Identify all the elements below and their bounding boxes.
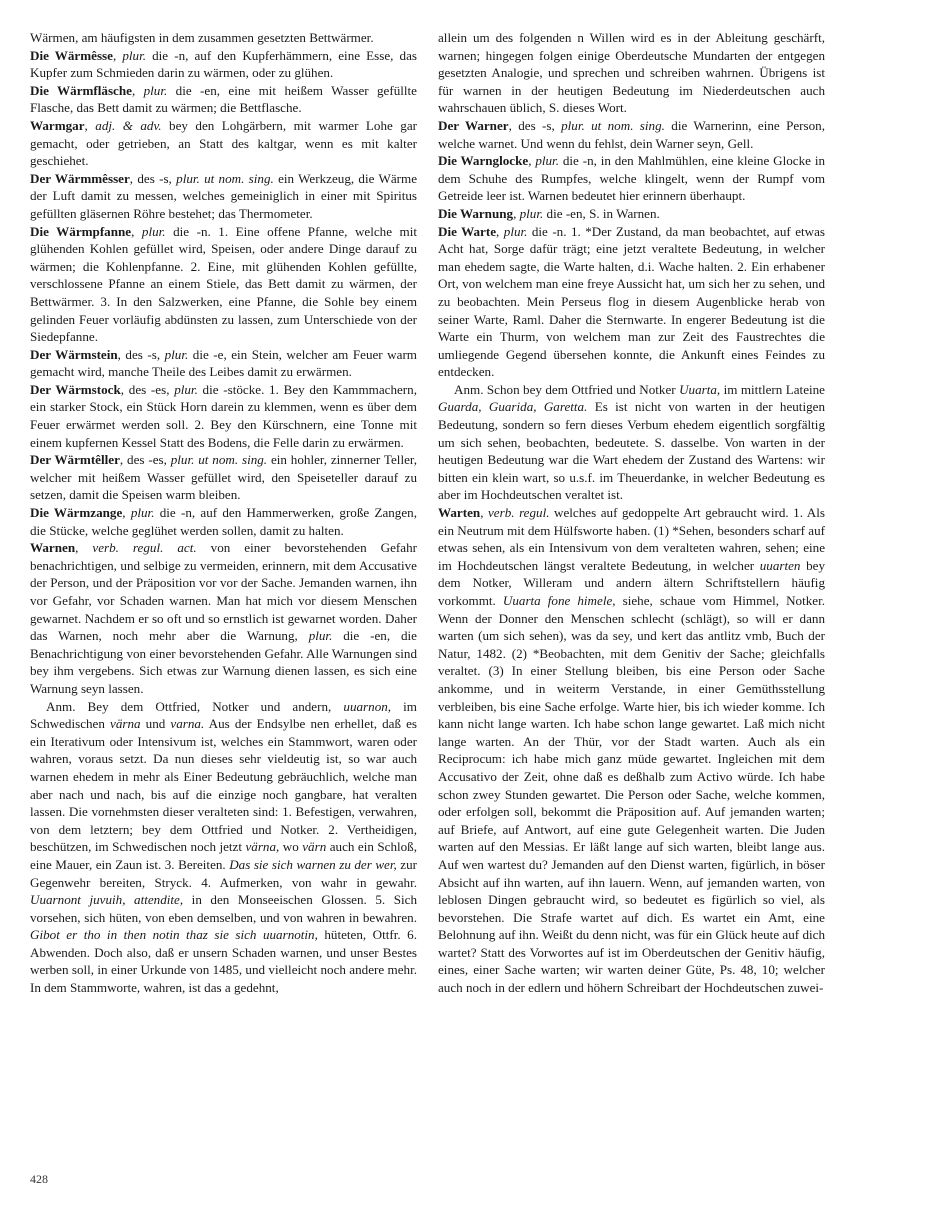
entry-text: welches auf gedoppelte Art gebraucht wird. 1. Als ein Neutrum mit dem Hülfsworte haben. (1) *Sehen, besonders scharf auf etwas sehen, als ein Intensivum von dem veralteten wahren, sehen; eine im Hochdeutschen längst veraltete Bedeutung, in welcher xyxy=(438,505,825,573)
grammar-note: uuarnon, xyxy=(343,698,392,714)
grammar-note: värna xyxy=(110,716,141,732)
entry-text: Aus der Endsylbe nen erhellet, daß es ein Iterativum oder Intensivum ist, welches ein Stammwort, waren oder wahren, voraus setzt. Da nun dieses sehr vieldeutig ist, so war auch warnen ehedem in mehr als Einer Bedeutung gebräuchlich, welche man aber nach und nach, bis auf die einzige noch gangbare, hat veralten lassen. Die vornehmsten dieser veralteten sind: 1. Befestigen, verwahren, von dem letztern; bey dem Ottfried und Notker. 2. Vertheidigen, beschützen, im Schwedischen noch jetzt xyxy=(30,716,418,855)
entry-text: , xyxy=(84,117,96,133)
entry-text: , xyxy=(528,153,536,169)
entry-text: die -en, eine mit heißem Wasser gefüllte Flasche, das Bett damit zu wärmen; die Bettflasche. xyxy=(30,82,417,116)
entry-headword: Die Warnung xyxy=(438,205,514,221)
dictionary-entry xyxy=(438,117,825,152)
grammar-note: Uuarta, xyxy=(679,381,721,397)
grammar-note: adj. & adv. xyxy=(95,117,162,133)
entry-text: die -n, auf den Hammerwerken, große Zangen, die Stücke, welche geglühet werden sollen, damit zu halten. xyxy=(30,505,417,538)
entry-headword: Die Wärmfläsche xyxy=(30,82,132,98)
entry-text: im Schwedischen xyxy=(30,698,417,732)
dictionary-entry xyxy=(438,205,825,223)
dictionary-entry xyxy=(30,698,417,997)
entry-headword: Der Wärmtêller xyxy=(30,452,120,468)
grammar-note: plur. xyxy=(122,47,146,63)
dictionary-entry xyxy=(30,170,417,223)
grammar-note: värn xyxy=(302,839,327,855)
grammar-note: Das sie sich warnen zu der wer, xyxy=(229,856,397,872)
entry-text: ein Werkzeug, die Wärme der Luft damit zu messen, welches gemeiniglich in einer mit Spiritus gefüllten gläsernen Röhre bestehet; das Thermometer. xyxy=(30,170,418,221)
entry-text: im mittlern Lateine xyxy=(720,381,825,397)
entry-text: die -e, ein Stein, welcher am Feuer warm gemacht wird, manche Theile des Leibes damit zu erwärmen. xyxy=(30,346,417,380)
entry-headword: Die Warte xyxy=(438,223,497,239)
dictionary-entry xyxy=(30,82,417,117)
entry-headword: Warten xyxy=(438,505,481,521)
entry-text: hüteten, Ottfr. 6. Abwenden. Doch also, daß er unsern Schaden warnen, und unser Bestes werben soll, in einer Urkunde von 1485, und vielleicht noch andere mehr. In dem Stammworte, wahren, ist das a gedehnt, xyxy=(30,927,417,996)
entry-text: Anm. Schon bey dem Ottfried und Notker xyxy=(454,381,680,397)
grammar-note: plur. xyxy=(308,628,333,644)
grammar-note: varna. xyxy=(170,716,205,732)
dictionary-entry xyxy=(30,29,417,47)
grammar-note: plur. xyxy=(130,505,155,521)
grammar-note: plur. xyxy=(535,153,559,169)
dictionary-entry xyxy=(30,381,417,451)
grammar-note: plur. xyxy=(519,205,544,221)
entry-text: , des -es, xyxy=(120,381,175,397)
dictionary-entry xyxy=(30,504,417,539)
page-number: 428 xyxy=(30,1172,48,1186)
entry-headword: Der Warner xyxy=(438,117,509,133)
dictionary-entry xyxy=(438,152,825,205)
dictionary-entry xyxy=(30,117,417,170)
entry-text: auch ein Schloß, eine Mauer, ein Zaun ist. 3. Bereiten. xyxy=(30,839,417,872)
grammar-note: plur. ut nom. sing. xyxy=(561,117,665,133)
dictionary-entry xyxy=(438,381,825,504)
entry-text: die -n, in den Mahlmühlen, eine kleine Glocke in dem Schuhe des Rumpfes, welche klingelt, wenn der Rumpf vom Getreide leer ist. Warnen bedeutet hier erinnern überhaupt. xyxy=(438,153,826,204)
entry-headword: Der Wärmstein xyxy=(30,346,118,362)
entry-text: bey dem Notker, Willeram und andern ältern Schriftstellern häufig vorkommt. xyxy=(438,557,825,608)
grammar-note: plur. ut nom. sing. xyxy=(170,452,268,468)
entry-headword: Die Warnglocke xyxy=(438,153,529,169)
entry-text: , xyxy=(131,82,144,98)
entry-text: in den Monseeischen Glossen. 5. Sich vorsehen, sich hüten, von eben demselben, und von wahren in bewahren. xyxy=(30,892,417,925)
entry-text: die -n, auf den Kupferhämmern, eine Esse, das Kupfer zum Schmieden darin zu wärmen, oder zu glühen. xyxy=(30,47,418,81)
entry-text: , xyxy=(480,505,488,521)
dictionary-entry xyxy=(30,539,417,697)
dictionary-entry xyxy=(438,504,825,997)
grammar-note: värna, xyxy=(245,839,280,855)
grammar-note: Uuarta fone himele, xyxy=(502,593,616,608)
entry-text: , des -s, xyxy=(117,346,165,362)
dictionary-entry xyxy=(30,346,417,381)
entry-headword: Die Wärmêsse xyxy=(30,47,113,63)
entry-headword: Warnen xyxy=(30,540,76,556)
grammar-note: Guarda, Guarida, Garetta. xyxy=(438,399,588,415)
right-column xyxy=(438,29,825,997)
entry-text: , xyxy=(496,223,504,239)
dictionary-entry xyxy=(30,223,417,346)
entry-text: , des -es, xyxy=(119,452,171,468)
left-column xyxy=(30,29,417,997)
grammar-note: plur. ut nom. sing. xyxy=(176,170,274,186)
dictionary-entry xyxy=(30,451,417,504)
entry-text: , des -s, xyxy=(129,170,177,186)
grammar-note: verb. regul. xyxy=(488,505,550,521)
entry-text: die -en, S. in Warnen. xyxy=(543,205,660,221)
entry-text: , des -s, xyxy=(508,117,562,133)
entry-text: die Warnerinn, eine Person, welche warnet. Und wenn du fehlst, dein Warner seyn, Gell. xyxy=(438,117,826,151)
entry-text: von einer bevorstehenden Gefahr benachrichtigen, und selbige zu vermeiden, erinnern, mit dem Accusative der Person, und der Präposition vor vor der Sache. Jemanden warnen, ihn vor Gefahr, vor Schaden warnen. Man hat mich vor diesem Menschen gewarnet. Nachdem er so oft und so ernstlich ist gewarnet worden. Daher das Warnen, noch mehr aber die Warnung, xyxy=(30,540,417,644)
entry-text: die -stöcke. 1. Bey den Kammmachern, ein starker Stock, ein Stück Horn darein zu klemmen, wenn es über dem Feuer erwärmet werden soll. 2. Bey den Kürschnern, eine Tonne mit einem kupfernen Kessel Statt des Bodens, die Felle darin zu erwärmen. xyxy=(30,381,417,450)
entry-text: , xyxy=(122,505,131,521)
entry-headword: Der Wärmstock xyxy=(30,381,121,397)
grammar-note: verb. regul. act. xyxy=(92,540,197,556)
grammar-note: Gibot er tho in then notin thaz sie sich uuarnotin, xyxy=(30,927,318,943)
grammar-note: plur. xyxy=(164,346,189,362)
grammar-note: plur. xyxy=(174,381,198,397)
entry-text: die -n. 1. Eine offene Pfanne, welche mit glühenden Kohlen gefüllet wird, Speisen, oder andere Dinge darauf zu wärmen; die Kohlenpfanne. 2. Eine, mit glühenden Kohlen gefüllte, verschlossene Pfanne an einem Stiele, das Bett damit zu wärmen, der Bettwärmer. 3. In den Salzwerken, eine Pfanne, die Sohle bey einem gelinden Feuer vorläufig abdünsten zu lassen, zum Unterschiede von der Siedepfanne. xyxy=(30,223,417,345)
grammar-note: plur. xyxy=(143,82,168,98)
dictionary-entry xyxy=(438,223,825,381)
entry-text: , xyxy=(513,205,520,221)
entry-text: zur Gegenwehr bereiten, Stryck. 4. Aufmerken, von wahr in gewahr. xyxy=(30,856,417,890)
entry-text: , xyxy=(131,223,142,239)
entry-headword: Die Wärmzange xyxy=(30,505,123,521)
entry-text: wo xyxy=(279,839,303,855)
entry-text: Es ist nicht von warten in der heutigen Bedeutung, sondern so fern dieses Verbum ehedem eigentlich sorgfältig um sich sehen, beobachten, bedeutete. S. dasselbe. Von warten in der heutigen Bedeutung war die Wart ehedem der Zustand des Wartens: wir bitten ein klein wart, so u.s.f. im Theuerdanke, in welcher Bedeutung es aber im Hochdeutschen veraltet ist. xyxy=(438,399,825,503)
entry-text: ein hohler, zinnerner Teller, welcher mit heißem Wasser gefüllet wird, den Speiseteller darauf zu setzen, damit die Speisen warm bleiben. xyxy=(30,452,418,503)
entry-text: , xyxy=(75,540,93,556)
grammar-note: plur. xyxy=(503,223,528,239)
grammar-note: Uuarnont juvuih, attendite, xyxy=(30,892,184,908)
entry-text: siehe, schaue vom Himmel, Notker. Wenn der Donner den Menschen schlecht (schlägt), so will er dann warten (um sich sehen), was da sey, und kert das antlitz vmb, Buch der Natur, 1482. (2) *Beobachten, mit dem Genitiv der Sache; gleichfalls veraltet. (3) In einer Stellung bleiben, bis eine Person oder Sache ankomme, und in weiterm Verstande, in einer Gemüthsstellung verbleiben, bis eine Sache erfolge. Warte hier, bis ich wieder komme. Ich kann nicht lange warten. Ich habe schon lange gewartet. Laß mich nicht lange warten. An der Thür, vor der Stadt warten. Auch als ein Reciprocum: ich habe mich ganz müde gewartet. Ingleichen mit dem Accusativo der Zeit, ohne daß es deßhalb zum Activo würde. Ich habe schon zwey Stunden gewartet. Die Person oder Sache, welche kommen, oder erfolgen soll, bekommt die Präposition auf. Auf jemanden warten; auf Briefe, auf Antwort, auf eine gute Gelegenheit warten. Die Juden warten auf den Messias. Er läßt lange auf sich warten, bleibt lange aus. Auf wen wartest du? Jemanden auf den Dienst warten, figürlich, in böser Absicht auf ihn warten, auf ihn lauern. Wenn, auf jemanden warten, von leblosen Dingen gebraucht wird, so bedeutet es figürlich so viel, als bevorstehen. Die Strafe wartet auf dich. Es wartet ein Amt, eine Belohnung auf ihn. Weißt du denn nicht, was für ein Glück heute auf dich wartet? Statt des Vorwortes auf ist im Oberdeutschen der Genitiv häufig, eines, einer Sache warten; wir warten deiner Güte, Ps. 48, 10; welcher auch noch in der edlern und höhern Schreibart der Hochdeutschen zuwei- xyxy=(438,593,825,996)
dictionary-entry xyxy=(438,29,825,117)
entry-text: allein um des folgenden n Willen wird es in der Ableitung geschärft, warnen; hingegen folgen einige Oberdeutsche Mundarten der entgegen gesetzten Analogie, und sprechen und schreiben wahrnen. Übrigens ist für warnen in der heutigen Bedeutung im Niederdeutschen auch wahrschauen üblich, S. dieses Wort. xyxy=(438,30,825,116)
grammar-note: plur. xyxy=(141,223,166,239)
entry-text: Anm. Bey dem Ottfried, Notker und andern, xyxy=(46,698,344,714)
entry-headword: Der Wärmmêsser xyxy=(30,170,130,186)
entry-headword: Warmgar xyxy=(30,117,85,133)
entry-text: Wärmen, am häufigsten in dem zusammen gesetzten Bettwärmer. xyxy=(30,30,374,45)
grammar-note: uuarten xyxy=(759,557,801,573)
entry-headword: Die Wärmpfanne xyxy=(30,223,132,239)
entry-text: die -en, die Benachrichtigung von einer bevorstehenden Gefahr. Alle Warnungen sind bey ihm vergebens. Sich etwas zur Warnung dienen lassen, es sich eine Warnung seyn lassen. xyxy=(30,628,417,696)
entry-text: die -n. 1. *Der Zustand, da man beobachtet, auf etwas Acht hat, Sorge dafür trägt; eine jetzt veraltete Bedeutung, in welcher man ehedem sagte, die Warte halten, d.i. Wache halten. 2. Ein erhabener Ort, von welchem man eine freye Aussicht hat, um sich her zu sehen, und zu beobachten. Mein Perseus flog in diesem Augenblicke herab von seiner Warte, Raml. Daher die Sternwarte. In engerer Bedeutung ist die Warte ein Thurm, von welchem man zur Zeit des Faustrechtes die umliegende Gegend übersehen konnte, die Ankunft eines Feindes zu entdecken. xyxy=(438,223,826,380)
entry-text: , xyxy=(112,47,123,63)
entry-text: und xyxy=(140,716,171,732)
entry-text: bey den Lohgärbern, mit warmer Lohe gar gemacht, oder getrieben, an Statt des kaltgar, wenn es mit kalter geschiehet. xyxy=(30,117,417,169)
dictionary-entry xyxy=(30,47,417,82)
